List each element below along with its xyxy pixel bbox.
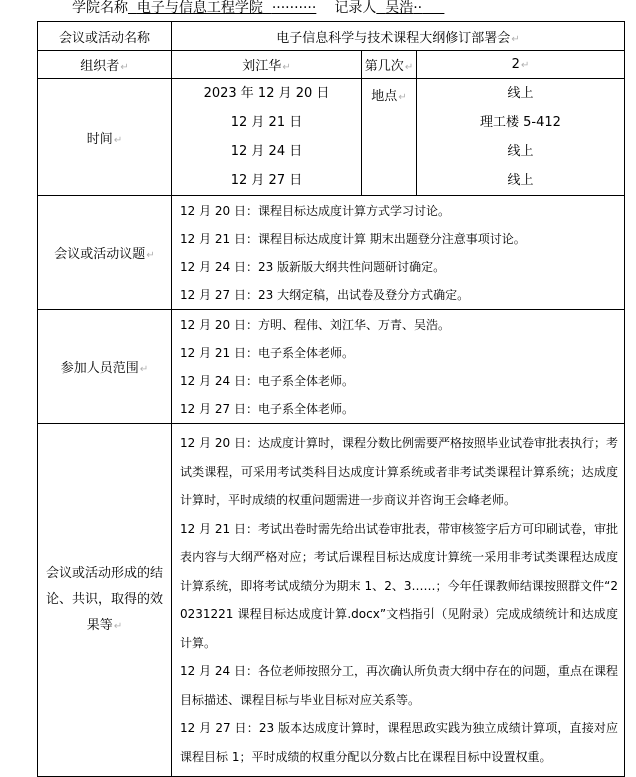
recorder-label: 记录人 xyxy=(334,0,377,16)
agenda-item: 12 月 24 日：23 版新版大纲共性问题研讨确定。 xyxy=(180,259,446,274)
row-participants xyxy=(38,310,625,424)
agenda-label-text: 会议或活动议题 xyxy=(54,247,146,262)
college-value-text: 电子与信息工程学院 xyxy=(136,0,263,16)
participants-label-text: 参加人员范围 xyxy=(60,361,139,376)
place-value-line: 线上 xyxy=(507,144,534,159)
row-meeting-name xyxy=(38,22,625,51)
agenda-item: 12 月 20 日：课程目标达成度计算方式学习讨论。 xyxy=(180,203,450,218)
meeting-record-table xyxy=(37,21,625,777)
participants-item: 12 月 20 日：方明、程伟、刘江华、万青、吴浩。 xyxy=(180,317,450,332)
participants-item: 12 月 21 日：电子系全体老师。 xyxy=(180,345,354,360)
session-label: 第几次↵ xyxy=(362,51,417,79)
header-dots: ·········· xyxy=(271,0,317,16)
row-conclusions xyxy=(38,424,625,777)
agenda-label: 会议或活动议题↵ xyxy=(38,196,172,310)
time-label-text: 时间 xyxy=(86,131,113,147)
meeting-name-label: 会议或活动名称 xyxy=(38,22,172,51)
participants-item: 12 月 24 日：电子系全体老师。 xyxy=(180,373,354,388)
session-value: 2↵ xyxy=(417,51,625,79)
conclusion-paragraph: 12 月 24 日：各位老师按照分工，再次确认所负责大纲中存在的问题，重点在课程目标描述、课程目标与毕业目标对应关系等。 xyxy=(180,664,618,707)
place-value-line: 线上 xyxy=(507,173,534,188)
time-values xyxy=(172,79,362,196)
agenda-items xyxy=(172,196,625,310)
session-label-text: 第几次 xyxy=(364,59,404,74)
participants-label: 参加人员范围↵ xyxy=(38,310,172,424)
recorder-value xyxy=(376,0,444,16)
row-organizer xyxy=(38,51,625,79)
place-label: 地点↵ xyxy=(362,79,417,196)
agenda-item: 12 月 21 日：课程目标达成度计算 期末出题登分注意事项讨论。 xyxy=(180,231,526,246)
agenda-item: 12 月 27 日：23 大纲定稿，出试卷及登分方式确定。 xyxy=(180,287,470,302)
time-value-line: 2023 年 12 月 20 日 xyxy=(203,86,330,101)
organizer-label: 组织者↵ xyxy=(38,51,172,79)
conclusion-paragraph: 12 月 21 日：考试出卷时需先给出试卷审批表，带审核签字后方可印刷试卷，审批表内容与大纲严格对应；考试后课程目标达成度计算统一采用非考试类课程达成度计算系统，即将考试成绩分为期末 1、2、3……；今年任课教师结课按照群文件“20231221 课程目标达成度计算.docx”文档指引（见附录）完成成绩统计和达成度计算。 xyxy=(180,521,618,650)
conclusions-paragraphs xyxy=(172,424,625,777)
meeting-name-value: 电子信息科学与技术课程大纲修订部署会↵ xyxy=(172,22,625,51)
organizer-value-text: 刘江华 xyxy=(242,59,282,74)
time-value-line: 12 月 27 日 xyxy=(230,173,303,188)
conclusion-paragraph: 12 月 20 日：达成度计算时，课程分数比例需要严格按照毕业试卷审批表执行；考试类课程，可采用考试类科目达成度计算系统或者非考试类课程计算系统；达成度计算时，平时成绩的权重问题需进一步商议并咨询王会峰老师。 xyxy=(180,436,618,507)
row-time xyxy=(38,79,625,196)
conclusions-label-text: 会议或活动形成的结论、共识，取得的效果等 xyxy=(45,565,163,633)
header-trail: ·· xyxy=(413,0,423,16)
time-label: 时间↵ xyxy=(38,79,172,196)
place-values xyxy=(417,79,625,196)
organizer-value: 刘江华↵ xyxy=(172,51,362,79)
conclusion-paragraph: 12 月 27 日：23 版本达成度计算时，课程思政实践为独立成绩计算项，直接对应课程目标 1；平时成绩的权重分配以分数占比在课程目标中设置权重。 xyxy=(180,721,618,764)
meeting-name-text: 电子信息科学与技术课程大纲修订部署会 xyxy=(276,30,511,46)
college-value xyxy=(128,0,272,16)
place-value-line: 理工楼 5-412 xyxy=(480,115,561,130)
participants-item: 12 月 27 日：电子系全体老师。 xyxy=(180,401,354,416)
place-label-text: 地点 xyxy=(371,89,398,104)
college-label: 学院名称 xyxy=(72,0,128,16)
time-value-line: 12 月 24 日 xyxy=(230,144,303,159)
time-value-line: 12 月 21 日 xyxy=(230,115,303,130)
recorder-value-text: 吴浩 xyxy=(385,0,414,16)
participants-items xyxy=(172,310,625,424)
conclusions-label: 会议或活动形成的结论、共识，取得的效果等↵ xyxy=(38,424,172,777)
session-value-text: 2 xyxy=(511,57,520,72)
organizer-label-text: 组织者 xyxy=(80,59,120,74)
form-header xyxy=(72,0,444,16)
row-agenda xyxy=(38,196,625,310)
place-value-line: 线上 xyxy=(507,86,534,101)
